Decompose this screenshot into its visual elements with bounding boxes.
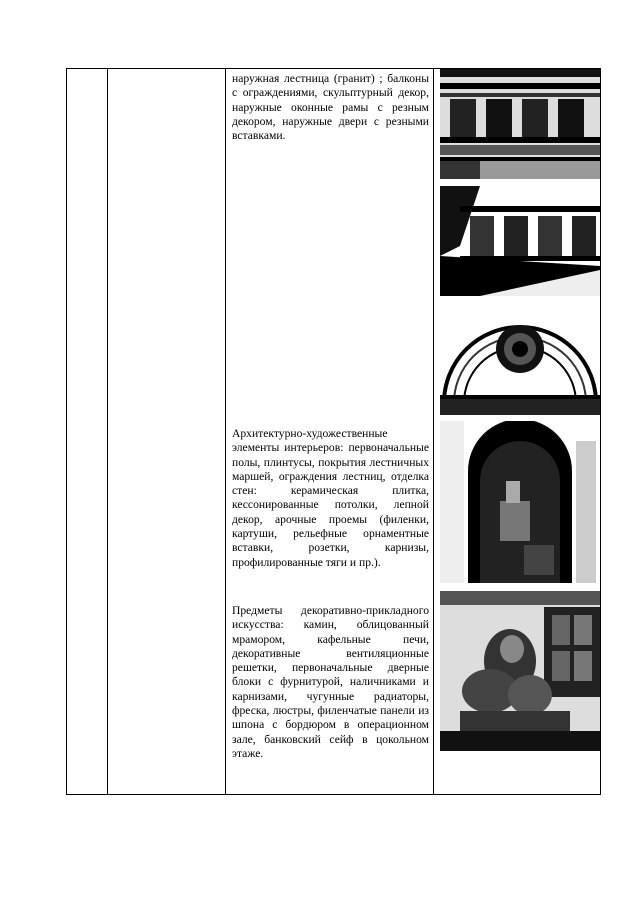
column-divider-2	[225, 69, 226, 794]
photo-interior-arch	[440, 421, 600, 583]
photo-facade-balconies	[440, 69, 600, 179]
window-row-image	[440, 186, 600, 296]
photo-sculpture-fireplace	[440, 591, 600, 751]
photo-column	[437, 69, 600, 794]
description-column	[227, 69, 433, 794]
photo-arched-window-rosette	[440, 303, 600, 415]
paragraph-interior-elements: Архитектурно-художественные элементы интерьеров: первоначальные полы, плинтусы, покрытия лестничных маршей, ограждения лестниц, отделка стен: керамическая плитка, кессонированные потолки, лепной декор, арочные проемы (филенки, картуши, рельефные орнаментные вставки, розетки, карнизы, профилированные тяги и пр.).	[232, 427, 429, 569]
paragraph-exterior-elements: наружная лестница (гранит) ; балконы с ограждениями, скульптурный декор, наружные оконные рамы с резным декором, наружные двери с резными вставками.	[232, 72, 429, 143]
column-divider-3	[433, 69, 434, 794]
column-divider-1	[107, 69, 108, 794]
paragraph-decorative-arts: Предметы декоративно-прикладного искусства: камин, облицованный мрамором, кафельные печи, декоративные вентиляционные решетки, первоначальные дверные блоки с фурнитурой, наличниками и карнизами, чугунные радиаторы, фреска, люстры, филенчатые панели из шпона с бордюром в операционном зале, банковский сейф в цокольном этаже.	[232, 604, 429, 760]
interior-arch-image	[440, 421, 600, 583]
photo-window-row	[440, 186, 600, 296]
arched-window-rosette-image	[440, 303, 600, 415]
description-table	[66, 68, 601, 795]
facade-balconies-image	[440, 69, 600, 179]
sculpture-fireplace-image	[440, 591, 600, 751]
